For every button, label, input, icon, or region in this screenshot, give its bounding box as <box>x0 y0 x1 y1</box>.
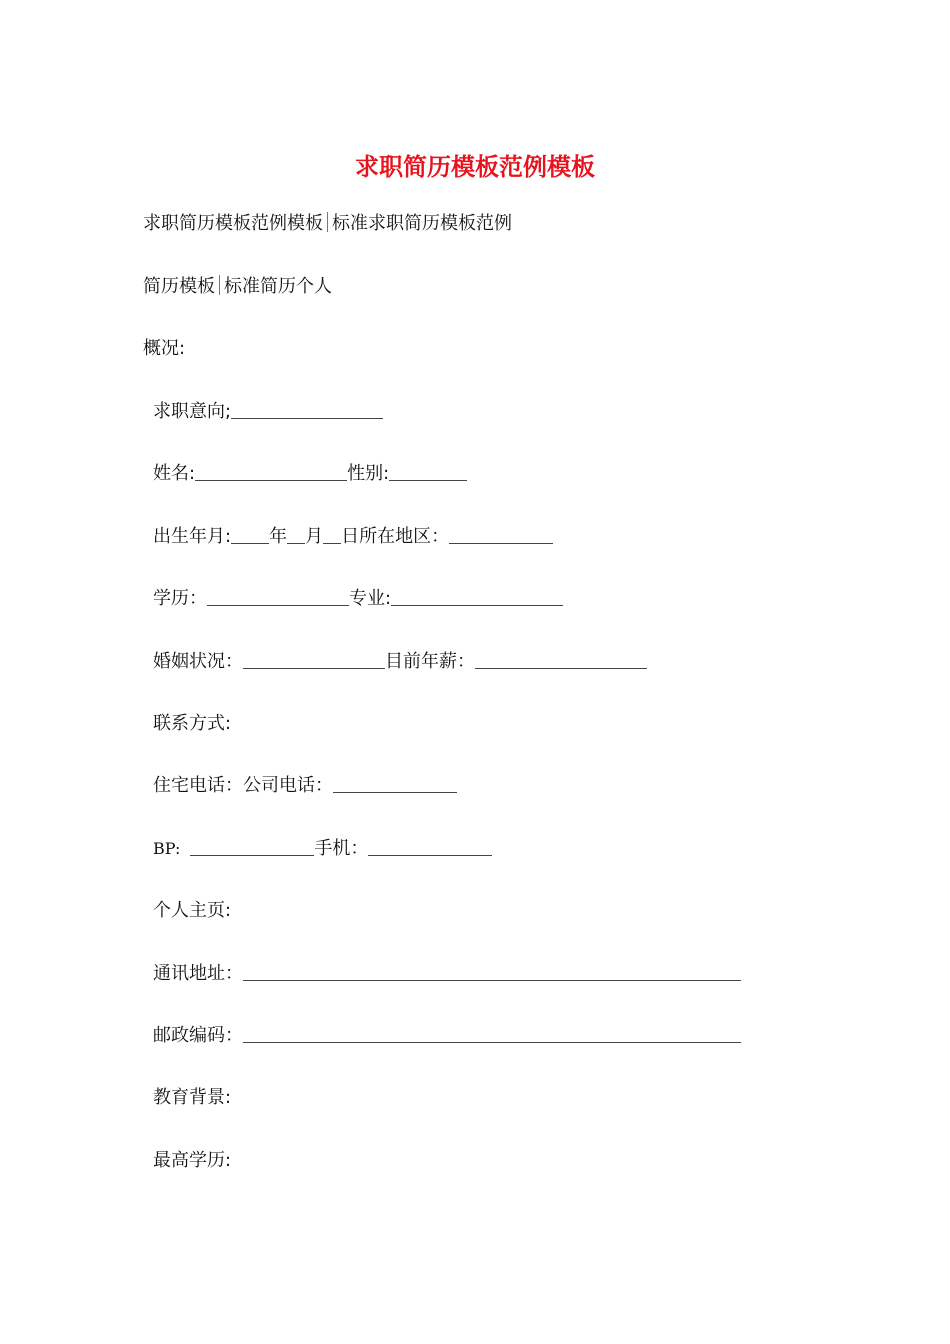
postcode-row <box>153 1023 741 1049</box>
education-major-row <box>153 586 563 612</box>
mobile-blank[interactable] <box>368 837 492 856</box>
job-intent-label: 求职意向; <box>153 401 232 422</box>
salary-label: 目前年薪： <box>385 651 475 672</box>
subtitle2-line <box>143 274 332 300</box>
subtitle-line <box>143 211 512 237</box>
mobile-label: 手机： <box>314 838 369 859</box>
separator-bar <box>219 275 220 295</box>
gender-blank[interactable] <box>389 462 467 481</box>
birth-year-blank[interactable] <box>231 525 269 544</box>
separator-bar <box>327 212 328 232</box>
gender-label: 性别: <box>347 463 390 484</box>
marital-salary-row <box>153 649 647 675</box>
name-gender-row <box>153 461 467 487</box>
birth-month-blank[interactable] <box>287 525 305 544</box>
phone-row <box>153 773 457 799</box>
name-label: 姓名: <box>153 463 196 484</box>
year-label: 年 <box>269 526 288 547</box>
salary-blank[interactable] <box>475 650 647 669</box>
postcode-label: 邮政编码： <box>153 1025 243 1046</box>
day-location-label: 日所在地区： <box>341 526 450 547</box>
homepage-label: 个人主页: <box>153 900 232 921</box>
subtitle-left: 求职简历模板范例模板 <box>143 213 323 234</box>
job-intent-blank[interactable] <box>231 400 383 419</box>
company-phone-blank[interactable] <box>333 774 457 793</box>
bp-mobile-row <box>153 836 492 862</box>
company-phone-label: 公司电话： <box>243 775 333 796</box>
subtitle-right: 标准求职简历模板范例 <box>332 213 512 234</box>
birth-label: 出生年月: <box>153 526 232 547</box>
bp-blank[interactable] <box>190 837 314 856</box>
birth-location-row <box>153 524 553 550</box>
major-blank[interactable] <box>391 587 563 606</box>
marital-blank[interactable] <box>243 650 385 669</box>
marital-label: 婚姻状况： <box>153 651 243 672</box>
education-label: 学历： <box>153 588 207 609</box>
home-phone-label: 住宅电话： <box>153 775 243 796</box>
location-blank[interactable] <box>449 525 553 544</box>
subtitle2-right: 标准简历个人 <box>224 276 332 297</box>
major-label: 专业: <box>349 588 392 609</box>
job-intent-row <box>153 399 383 425</box>
address-blank[interactable] <box>243 962 741 981</box>
name-blank[interactable] <box>195 462 347 481</box>
edu-background-heading: 教育背景: <box>153 1087 232 1108</box>
address-label: 通讯地址： <box>153 963 243 984</box>
month-label: 月 <box>305 526 324 547</box>
education-blank[interactable] <box>207 587 349 606</box>
bp-label: BP: <box>153 839 181 858</box>
subtitle2-left: 简历模板 <box>143 276 215 297</box>
overview-heading: 概况: <box>143 338 186 359</box>
highest-degree-label: 最高学历: <box>153 1150 232 1171</box>
contact-heading: 联系方式: <box>153 713 232 734</box>
birth-day-blank[interactable] <box>323 525 341 544</box>
page-title: 求职简历模板范例模板 <box>355 152 595 181</box>
address-row <box>153 961 741 987</box>
postcode-blank[interactable] <box>243 1024 741 1043</box>
